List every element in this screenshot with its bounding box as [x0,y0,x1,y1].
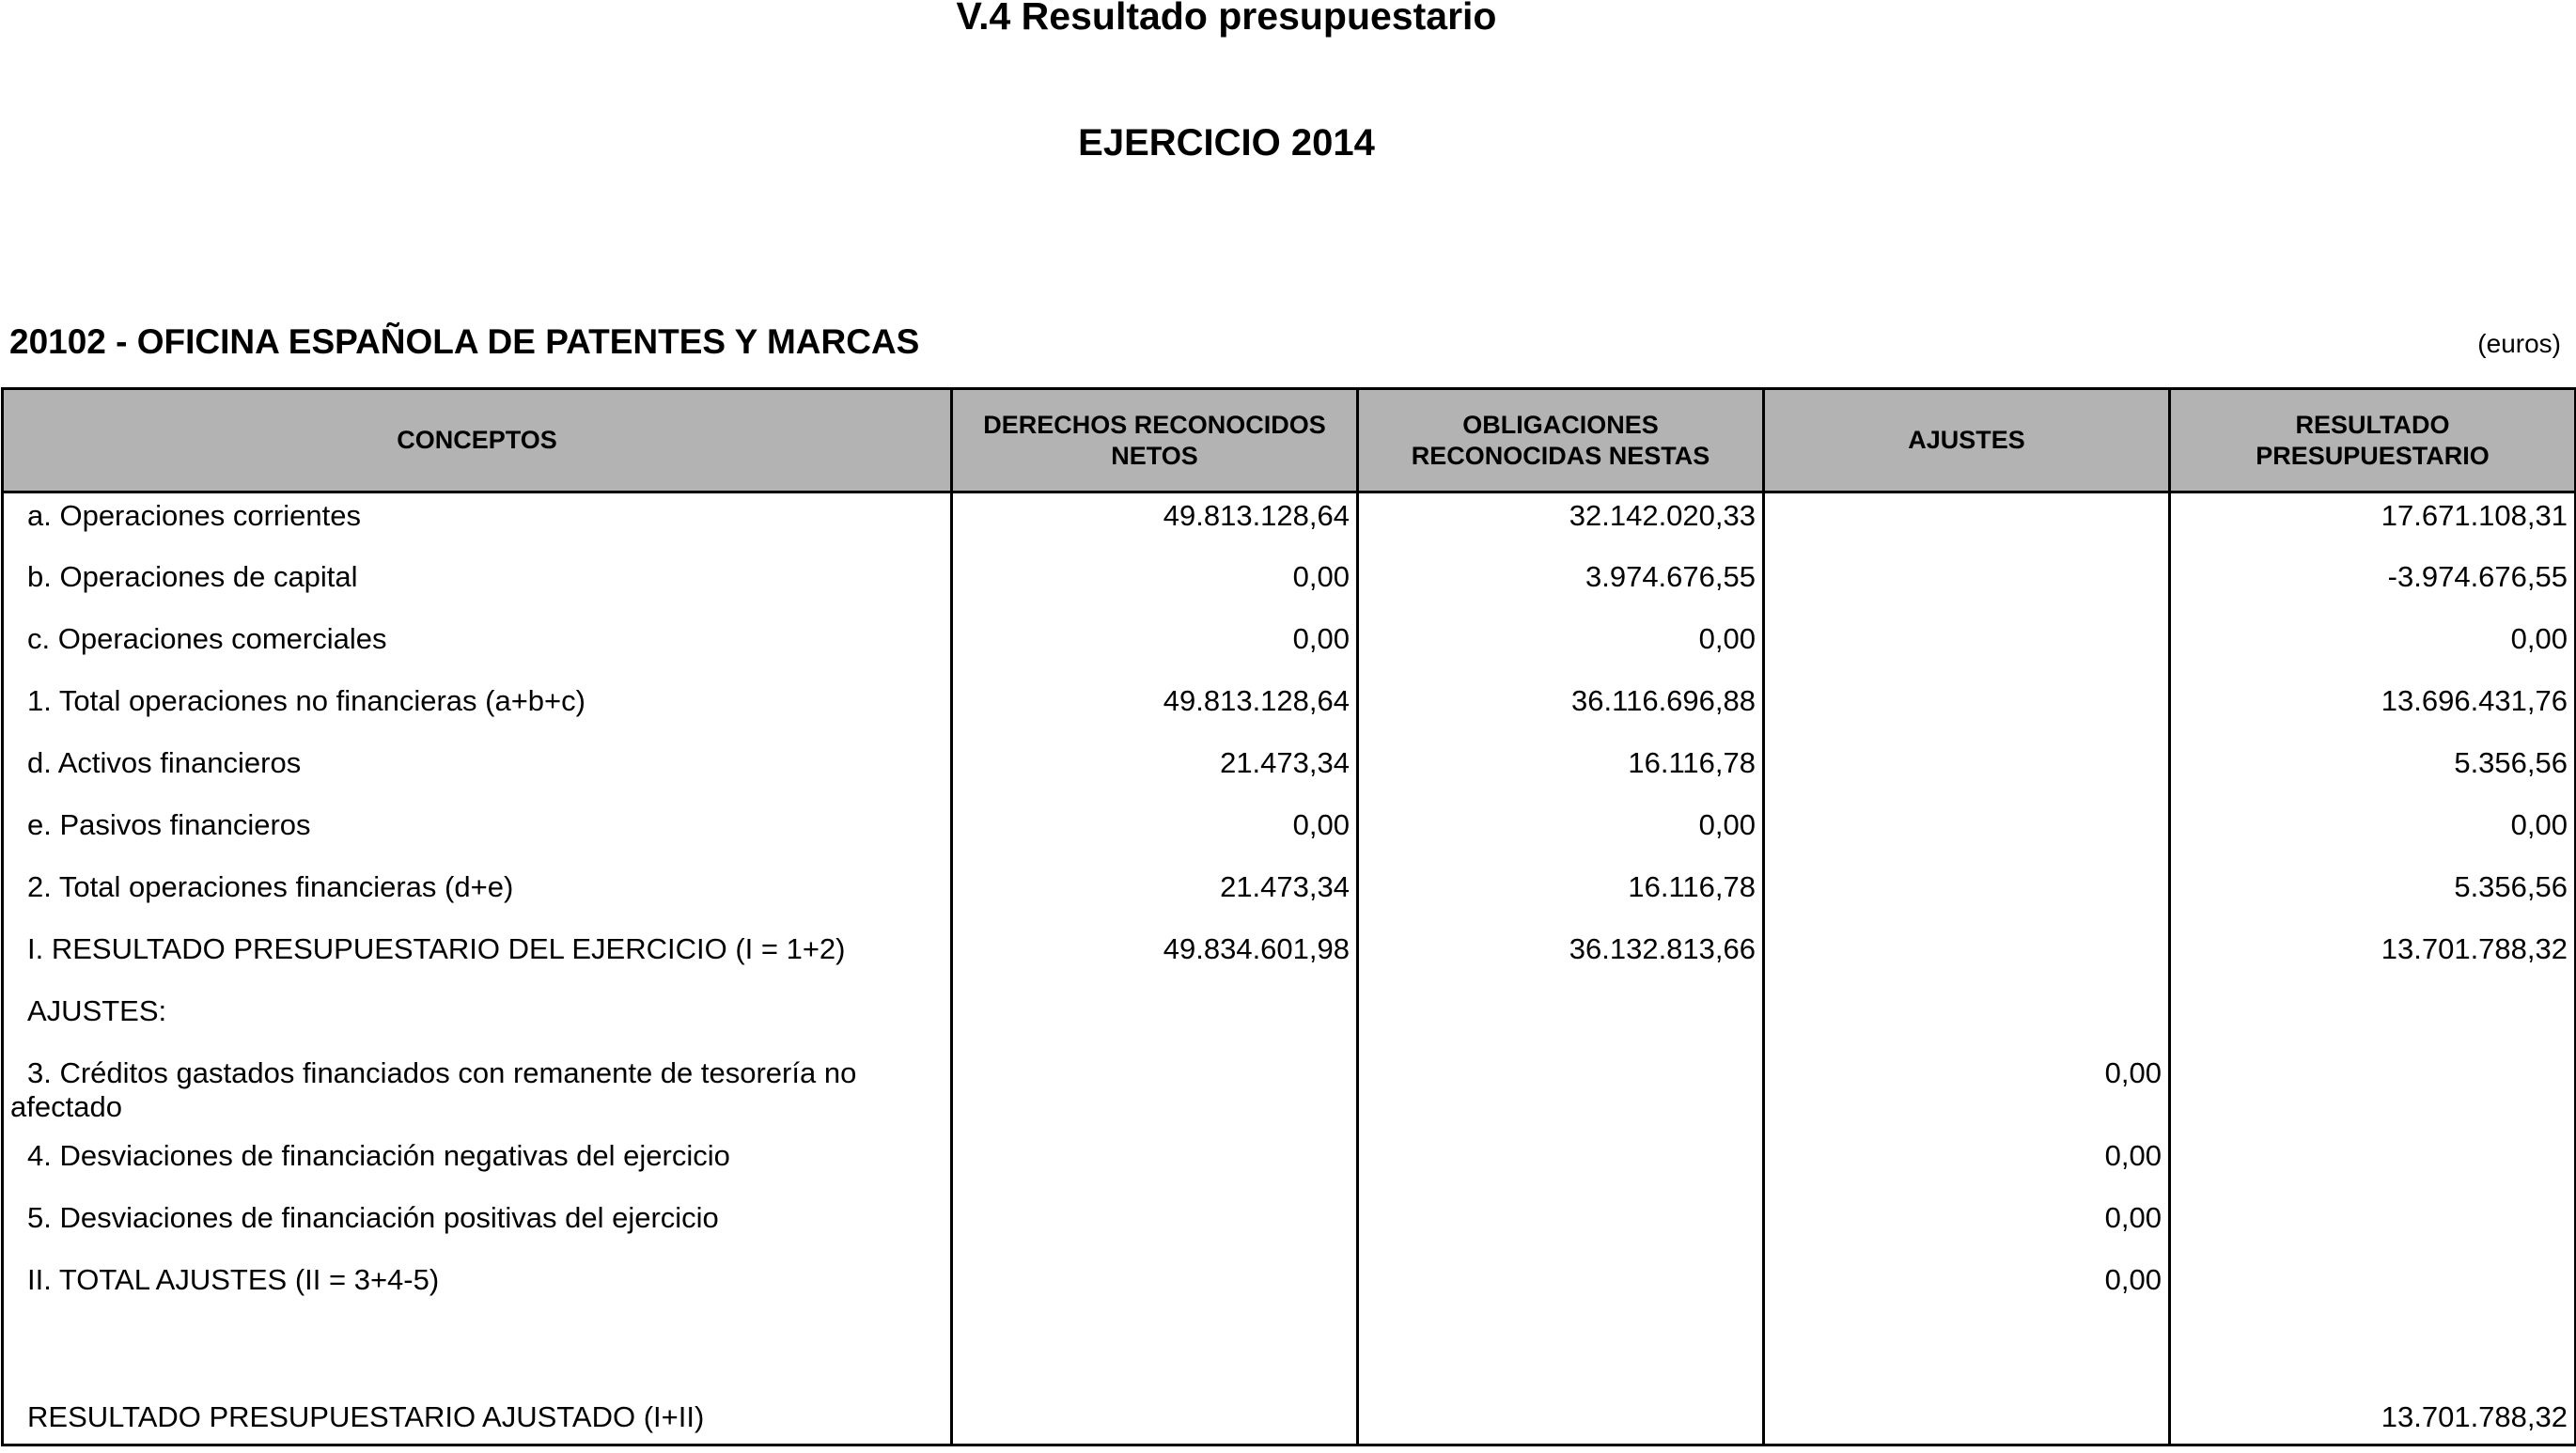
cell-derechos [952,1382,1358,1445]
cell-resultado [2170,1195,2576,1258]
cell-ajustes [1764,803,2170,865]
cell-obligaciones: 36.116.696,88 [1358,679,1764,741]
cell-concepto [3,1258,952,1320]
page-title: V.4 Resultado presupuestario [956,0,1497,38]
table-row [3,1051,2576,1133]
cell-obligaciones [1358,1051,1764,1133]
concepto-text: d. Activos financieros [27,745,302,779]
cell-obligaciones: 32.142.020,33 [1358,492,1764,555]
cell-derechos: 0,00 [952,555,1358,617]
cell-obligaciones: 0,00 [1358,617,1764,679]
cell-resultado: -3.974.676,55 [2170,555,2576,617]
table-header-row [3,389,2576,492]
cell-ajustes [1764,492,2170,555]
cell-resultado: 0,00 [2170,803,2576,865]
cell-ajustes [1764,555,2170,617]
table-row [3,617,2576,679]
cell-ajustes [1764,679,2170,741]
cell-derechos [952,1051,1358,1133]
cell-concepto [3,679,952,741]
cell-resultado: 13.701.788,32 [2170,1382,2576,1445]
cell-derechos [952,1258,1358,1320]
concepto-text: e. Pasivos financieros [27,807,311,841]
table-row [3,927,2576,989]
table-row [3,1258,2576,1320]
table-row [3,555,2576,617]
column-header-derechos: DERECHOS RECONOCIDOS NETOS [952,389,1358,492]
cell-ajustes [1764,741,2170,803]
cell-concepto [3,1382,952,1445]
column-header-ajustes: AJUSTES [1764,389,2170,492]
cell-obligaciones [1358,1258,1764,1320]
cell-concepto [3,741,952,803]
cell-obligaciones: 16.116,78 [1358,865,1764,927]
cell-obligaciones [1358,989,1764,1051]
cell-obligaciones: 16.116,78 [1358,741,1764,803]
cell-ajustes: 0,00 [1764,1195,2170,1258]
cell-concepto [3,865,952,927]
table-row [3,865,2576,927]
cell-ajustes: 0,00 [1764,1258,2170,1320]
concepto-text-continued: afectado [10,1089,122,1123]
cell-resultado [2170,1320,2576,1382]
cell-derechos: 49.813.128,64 [952,679,1358,741]
cell-ajustes: 0,00 [1764,1051,2170,1133]
cell-derechos [952,1133,1358,1195]
table-row [3,989,2576,1051]
cell-resultado: 17.671.108,31 [2170,492,2576,555]
cell-ajustes: 0,00 [1764,1133,2170,1195]
concepto-text: 3. Créditos gastados financiados con remanente de tesorería no [27,1055,857,1089]
cell-obligaciones: 36.132.813,66 [1358,927,1764,989]
cell-concepto [3,1051,952,1133]
concepto-text: AJUSTES: [27,993,167,1027]
table-row [3,803,2576,865]
cell-ajustes [1764,617,2170,679]
table-row [3,741,2576,803]
page-subtitle: EJERCICIO 2014 [1078,122,1375,164]
cell-derechos: 21.473,34 [952,741,1358,803]
cell-derechos: 49.813.128,64 [952,492,1358,555]
cell-derechos: 0,00 [952,617,1358,679]
concepto-text: RESULTADO PRESUPUESTARIO AJUSTADO (I+II) [27,1400,705,1433]
cell-obligaciones [1358,1382,1764,1445]
cell-resultado: 13.696.431,76 [2170,679,2576,741]
cell-obligaciones [1358,1195,1764,1258]
table-row-total [3,1382,2576,1445]
cell-concepto [3,1133,952,1195]
column-header-resultado: RESULTADO PRESUPUESTARIO [2170,389,2576,492]
cell-resultado [2170,1258,2576,1320]
table-row [3,1133,2576,1195]
cell-ajustes [1764,1320,2170,1382]
cell-concepto [3,803,952,865]
cell-ajustes [1764,1382,2170,1445]
table-row [3,492,2576,555]
cell-concepto [3,989,952,1051]
cell-ajustes [1764,927,2170,989]
cell-derechos [952,989,1358,1051]
table-row [3,1195,2576,1258]
cell-resultado: 0,00 [2170,617,2576,679]
cell-resultado: 13.701.788,32 [2170,927,2576,989]
cell-derechos: 0,00 [952,803,1358,865]
cell-concepto [3,1195,952,1258]
concepto-text: I. RESULTADO PRESUPUESTARIO DEL EJERCICIO (I = 1+2) [27,931,846,965]
units-label: (euros) [2477,329,2561,358]
concepto-text: c. Operaciones comerciales [27,621,387,655]
cell-derechos: 21.473,34 [952,865,1358,927]
table-row [3,679,2576,741]
concepto-text: 2. Total operaciones financieras (d+e) [27,869,514,903]
cell-ajustes [1764,865,2170,927]
cell-derechos: 49.834.601,98 [952,927,1358,989]
concepto-text: 5. Desviaciones de financiación positivas del ejercicio [27,1200,719,1234]
cell-obligaciones [1358,1320,1764,1382]
cell-obligaciones: 3.974.676,55 [1358,555,1764,617]
cell-resultado: 5.356,56 [2170,865,2576,927]
concepto-text: II. TOTAL AJUSTES (II = 3+4-5) [27,1262,440,1296]
cell-obligaciones: 0,00 [1358,803,1764,865]
concepto-text: b. Operaciones de capital [27,559,358,593]
cell-concepto [3,927,952,989]
concepto-text: 4. Desviaciones de financiación negativas del ejercicio [27,1138,730,1172]
cell-derechos [952,1195,1358,1258]
cell-obligaciones [1358,1133,1764,1195]
concepto-text: a. Operaciones corrientes [27,499,361,532]
column-header-conceptos: CONCEPTOS [3,389,952,492]
budget-result-table [1,387,2576,1446]
cell-resultado [2170,1133,2576,1195]
cell-derechos [952,1320,1358,1382]
cell-resultado: 5.356,56 [2170,741,2576,803]
entity-title: 20102 - OFICINA ESPAÑOLA DE PATENTES Y MARCAS [9,322,920,361]
cell-concepto [3,492,952,555]
concepto-text: 1. Total operaciones no financieras (a+b+c) [27,683,585,717]
cell-resultado [2170,989,2576,1051]
cell-resultado [2170,1051,2576,1133]
cell-concepto [3,1320,952,1382]
cell-concepto [3,555,952,617]
table-row-empty [3,1320,2576,1382]
cell-concepto [3,617,952,679]
column-header-obligaciones: OBLIGACIONES RECONOCIDAS NESTAS [1358,389,1764,492]
cell-ajustes [1764,989,2170,1051]
